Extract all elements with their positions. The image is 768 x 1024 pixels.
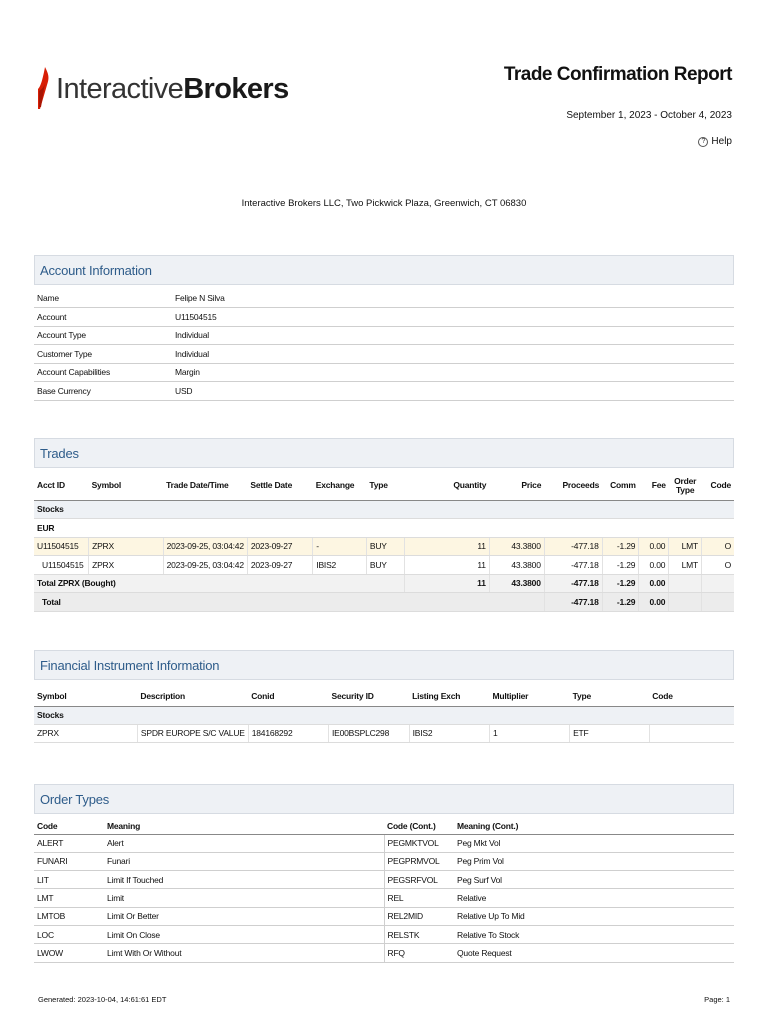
total-empty-order-type <box>669 593 702 612</box>
col-type: Type <box>366 472 404 500</box>
col-meaning-cont: Meaning (Cont.) <box>454 818 734 834</box>
trade-price: 43.3800 <box>489 537 544 556</box>
report-period: September 1, 2023 - October 4, 2023 <box>566 110 732 121</box>
order-type-code: FUNARI <box>34 852 104 870</box>
account-info-label: Customer Type <box>34 345 172 364</box>
section-title: Trades <box>40 445 79 461</box>
order-type-meaning: Alert <box>104 834 384 852</box>
account-info-label: Account <box>34 308 172 327</box>
order-type-meaning-cont: Peg Prim Vol <box>454 852 734 870</box>
page-number: Page: 1 <box>704 995 730 1004</box>
order-type-code-cont: RELSTK <box>384 925 454 943</box>
subtotal-empty-code <box>702 574 734 593</box>
col-fee: Fee <box>639 472 669 500</box>
instrument-security-id: IE00BSPLC298 <box>328 724 409 742</box>
total-comm: -1.29 <box>602 593 639 612</box>
order-type-code: LMT <box>34 889 104 907</box>
trade-proceeds: -477.18 <box>544 537 602 556</box>
account-info-value: Individual <box>172 326 734 345</box>
order-type-code: LMTOB <box>34 907 104 925</box>
subtotal-quantity: 11 <box>405 574 490 593</box>
total-label: Total <box>34 593 544 612</box>
order-type-code: LOC <box>34 925 104 943</box>
order-type-code: ALERT <box>34 834 104 852</box>
account-information-table <box>34 289 734 401</box>
trade-comm: -1.29 <box>602 556 639 575</box>
col-comm: Comm <box>602 472 639 500</box>
account-info-row <box>34 308 734 327</box>
order-type-meaning: Limit If Touched <box>104 871 384 889</box>
col-order-type-line1: Order <box>674 475 697 486</box>
total-proceeds: -477.18 <box>544 593 602 612</box>
account-information-header <box>34 255 734 285</box>
col-order-type-line2: Type <box>675 484 695 495</box>
trade-trade-datetime: 2023-09-25, 03:04:42 <box>163 556 247 575</box>
order-type-meaning-cont: Relative To Stock <box>454 925 734 943</box>
financial-instrument-table <box>34 686 734 743</box>
trade-acct-id: U11504515 <box>34 556 89 575</box>
order-types-table <box>34 818 734 963</box>
trade-symbol: ZPRX <box>89 556 163 575</box>
subtotal-row <box>34 574 734 593</box>
order-type-code-cont: REL <box>384 889 454 907</box>
trade-code: O <box>702 537 734 556</box>
help-link[interactable] <box>698 136 732 147</box>
instrument-conid: 184168292 <box>248 724 328 742</box>
logo-wordmark-light: Interactive <box>56 72 184 105</box>
trade-row <box>34 537 734 556</box>
order-type-meaning: Funari <box>104 852 384 870</box>
order-type-code-cont: REL2MID <box>384 907 454 925</box>
trade-type: BUY <box>366 556 404 575</box>
order-type-row <box>34 944 734 962</box>
order-type-row <box>34 907 734 925</box>
instrument-type: ETF <box>570 724 650 742</box>
order-type-code-cont: PEGPRMVOL <box>384 852 454 870</box>
trade-acct-id: U11504515 <box>34 537 89 556</box>
interactive-brokers-logo <box>36 62 289 116</box>
account-info-value: Margin <box>172 363 734 382</box>
generated-timestamp: Generated: 2023-10-04, 14:61:61 EDT <box>38 995 167 1004</box>
order-type-row <box>34 925 734 943</box>
order-type-code: LWOW <box>34 944 104 962</box>
order-type-row <box>34 852 734 870</box>
trade-exchange: - <box>313 537 367 556</box>
instrument-row <box>34 724 734 742</box>
trade-fee: 0.00 <box>639 537 669 556</box>
logo-wordmark-bold: Brokers <box>183 72 289 105</box>
account-info-row <box>34 363 734 382</box>
trade-proceeds: -477.18 <box>544 556 602 575</box>
trade-order-type: LMT <box>669 537 702 556</box>
instrument-code <box>649 724 734 742</box>
subtotal-empty-order-type <box>669 574 702 593</box>
financial-instrument-header <box>34 650 734 680</box>
trade-settle-date: 2023-09-27 <box>247 556 312 575</box>
order-type-row <box>34 889 734 907</box>
trade-settle-date: 2023-09-27 <box>247 537 312 556</box>
asset-class-label: Stocks <box>34 706 734 724</box>
order-type-meaning: Limit Or Better <box>104 907 384 925</box>
trade-quantity: 11 <box>405 556 490 575</box>
order-type-code: LIT <box>34 871 104 889</box>
col-acct-id: Acct ID <box>34 472 89 500</box>
help-label: Help <box>711 136 732 147</box>
col-listing-exch: Listing Exch <box>409 686 489 706</box>
col-meaning: Meaning <box>104 818 384 834</box>
trades-header <box>34 438 734 468</box>
order-type-meaning-cont: Relative <box>454 889 734 907</box>
col-code: Code <box>34 818 104 834</box>
asset-class-row <box>34 706 734 724</box>
trade-quantity: 11 <box>405 537 490 556</box>
order-type-meaning-cont: Relative Up To Mid <box>454 907 734 925</box>
trades-table <box>34 472 734 612</box>
order-type-code-cont: RFQ <box>384 944 454 962</box>
col-symbol: Symbol <box>34 686 137 706</box>
total-row <box>34 593 734 612</box>
trade-type: BUY <box>366 537 404 556</box>
trade-exchange: IBIS2 <box>313 556 367 575</box>
asset-class-row <box>34 500 734 519</box>
col-security-id: Security ID <box>328 686 409 706</box>
trade-fee: 0.00 <box>639 556 669 575</box>
col-code: Code <box>649 686 734 706</box>
account-info-value: Felipe N Silva <box>172 289 734 308</box>
order-type-code-cont: PEGMKTVOL <box>384 834 454 852</box>
order-type-meaning-cont: Peg Surf Vol <box>454 871 734 889</box>
col-type: Type <box>570 686 650 706</box>
ib-flame-icon <box>36 65 52 113</box>
logo-wordmark <box>56 72 289 105</box>
account-info-row <box>34 382 734 401</box>
col-symbol: Symbol <box>89 472 163 500</box>
currency-label: EUR <box>34 519 734 538</box>
trade-symbol: ZPRX <box>89 537 163 556</box>
col-quantity: Quantity <box>405 472 490 500</box>
col-description: Description <box>137 686 248 706</box>
total-empty-code <box>702 593 734 612</box>
order-type-row <box>34 871 734 889</box>
col-multiplier: Multiplier <box>489 686 569 706</box>
col-settle-date: Settle Date <box>247 472 312 500</box>
order-type-meaning-cont: Peg Mkt Vol <box>454 834 734 852</box>
section-title: Account Information <box>40 262 152 278</box>
account-info-value: Individual <box>172 345 734 364</box>
order-type-meaning: Limit <box>104 889 384 907</box>
account-info-row <box>34 326 734 345</box>
report-title: Trade Confirmation Report <box>503 64 732 85</box>
asset-class-label: Stocks <box>34 500 734 519</box>
col-order-type <box>669 472 702 500</box>
subtotal-price: 43.3800 <box>489 574 544 593</box>
col-trade-datetime: Trade Date/Time <box>163 472 247 500</box>
col-exchange: Exchange <box>313 472 367 500</box>
order-type-meaning-cont: Quote Request <box>454 944 734 962</box>
subtotal-comm: -1.29 <box>602 574 639 593</box>
order-type-meaning: Limit On Close <box>104 925 384 943</box>
account-info-label: Name <box>34 289 172 308</box>
subtotal-label: Total ZPRX (Bought) <box>34 574 405 593</box>
total-fee: 0.00 <box>639 593 669 612</box>
help-icon: ? <box>698 137 708 147</box>
trade-order-type: LMT <box>669 556 702 575</box>
broker-address: Interactive Brokers LLC, Two Pickwick Plaza, Greenwich, CT 06830 <box>241 198 527 209</box>
col-price: Price <box>489 472 544 500</box>
order-type-code-cont: PEGSRFVOL <box>384 871 454 889</box>
order-type-meaning: Limt With Or Without <box>104 944 384 962</box>
account-info-label: Account Capabilities <box>34 363 172 382</box>
trade-trade-datetime: 2023-09-25, 03:04:42 <box>163 537 247 556</box>
order-types-header <box>34 784 734 814</box>
account-info-label: Account Type <box>34 326 172 345</box>
col-code-cont: Code (Cont.) <box>384 818 454 834</box>
account-info-value: U11504515 <box>172 308 734 327</box>
trades-header-row <box>34 472 734 500</box>
account-info-row <box>34 345 734 364</box>
fii-header-row <box>34 686 734 706</box>
col-conid: Conid <box>248 686 328 706</box>
subtotal-fee: 0.00 <box>639 574 669 593</box>
subtotal-proceeds: -477.18 <box>544 574 602 593</box>
account-info-label: Base Currency <box>34 382 172 401</box>
col-proceeds: Proceeds <box>544 472 602 500</box>
currency-row <box>34 519 734 538</box>
order-type-row <box>34 834 734 852</box>
instrument-listing-exch: IBIS2 <box>409 724 489 742</box>
section-title: Financial Instrument Information <box>40 657 220 673</box>
col-code: Code <box>702 472 734 500</box>
account-info-value: USD <box>172 382 734 401</box>
instrument-multiplier: 1 <box>489 724 569 742</box>
trade-row <box>34 556 734 575</box>
order-types-header-row <box>34 818 734 834</box>
trade-code: O <box>702 556 734 575</box>
trade-price: 43.3800 <box>489 556 544 575</box>
trade-comm: -1.29 <box>602 537 639 556</box>
section-title: Order Types <box>40 791 110 807</box>
instrument-description: SPDR EUROPE S/C VALUE <box>137 724 248 742</box>
account-info-row <box>34 289 734 308</box>
instrument-symbol: ZPRX <box>34 724 137 742</box>
